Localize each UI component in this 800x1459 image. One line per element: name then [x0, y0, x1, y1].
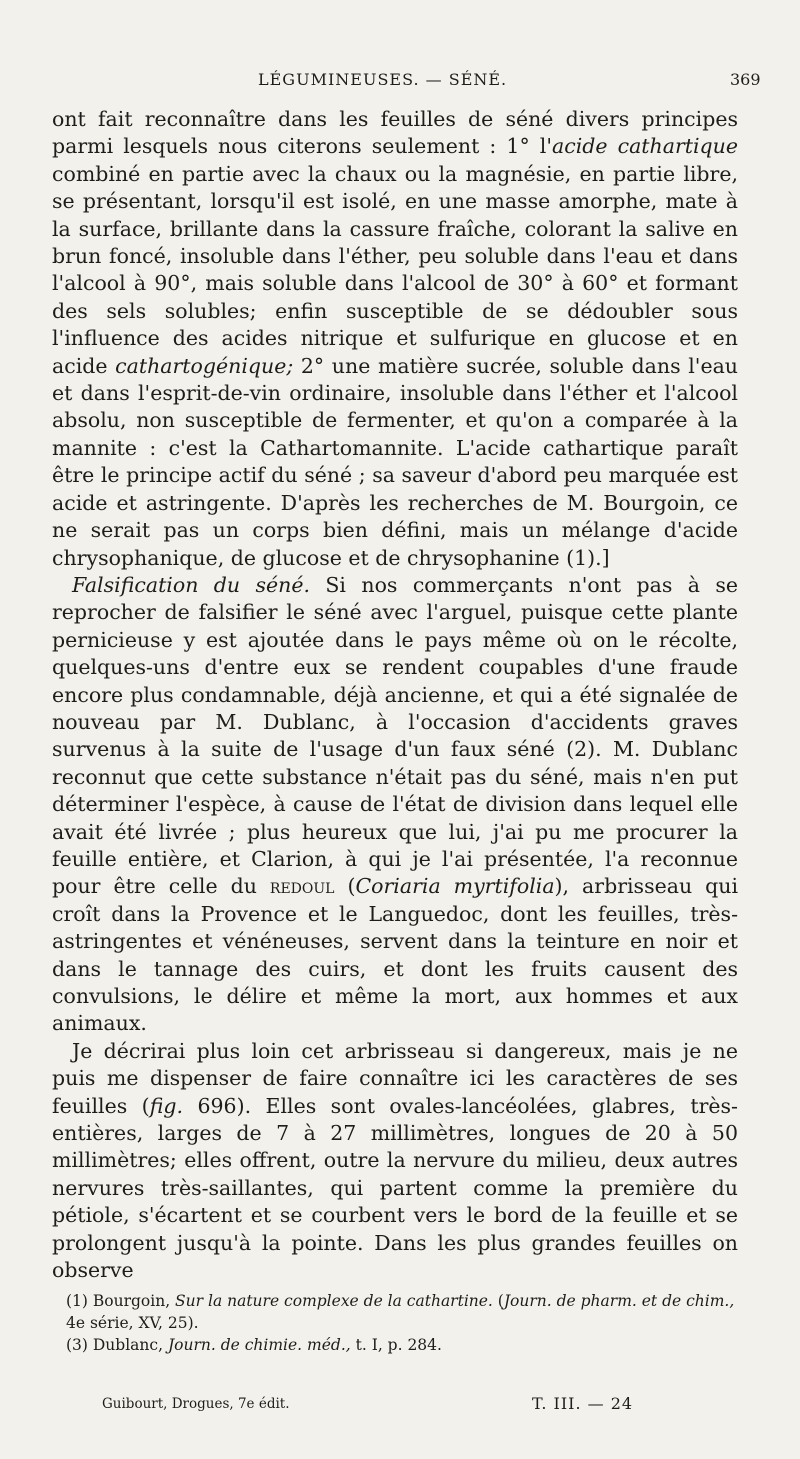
body-text: [52, 106, 738, 1284]
text-run: ont fait reconnaître dans les feuilles de séné divers principes parmi lesquels nous citerons seulement : 1° l': [52, 107, 738, 159]
text-run: Si nos commerçants n'ont pas à se reprocher de falsifier le séné avec l'arguel, puisque cette plante pernicieuse y est ajoutée dans le pays même où on le récolte, quelques-uns d'entre eux se rendent coupables d'une fraude encore plus condamnable, déjà ancienne, et qui a été signalée de nouveau par M. Dublanc, à l'occasion d'accidents graves survenus à la suite de l'usage d'un faux séné (2). M. Dublanc reconnut que cette substance n'était pas du séné, mais n'en put déterminer l'espèce, à cause de l'état de division dans lequel elle avait été livrée ; plus heureux que lui, j'ai pu me procurer la feuille entière, et Clarion, à qui je l'ai présentée, l'a reconnue pour être celle du: [52, 572, 739, 899]
text-run: (1) Bourgoin,: [66, 1292, 176, 1310]
italic-term: Coriaria myrtifolia: [355, 874, 555, 899]
text-run: (3) Dublanc,: [66, 1336, 168, 1354]
volume-signature: T. III. — 24: [532, 1394, 634, 1413]
text-run: ), arbrisseau qui croît dans la Provence et le Languedoc, dont les feuilles, très-astringentes et vénéneuses, servent dans la teinture en noir et dans le tannage des cuirs, et dont les fruits causent des convulsions, le délire et même la mort, aux hommes et aux animaux.: [52, 874, 739, 1036]
small-caps-term: redoul: [269, 874, 335, 899]
page-header: [0, 66, 800, 96]
text-run: 2° une matière sucrée, soluble dans l'eau et dans l'esprit-de-vin ordinaire, insoluble dans l'éther et l'alcool absolu, non susceptible de fermenter, et qu'on a comparée à la mannite : c'est la Cathartomannite. L'acide cathartique paraît être le principe actif du séné ; sa saveur d'abord peu marquée est acide et astringente. D'après les recherches de M. Bourgoin, ce ne serait pas un corps bien défini, mais un mélange d'acide chrysophanique, de glucose et de chrysophanine (1).]: [52, 353, 739, 570]
italic-term: Journ. de chimie. méd.,: [167, 1336, 351, 1354]
text-run: t. I, p. 284.: [350, 1336, 442, 1354]
footnote-1: [66, 1290, 738, 1334]
paragraph-2: [52, 572, 738, 1038]
running-title: LÉGUMINEUSES. — SÉNÉ.: [258, 70, 508, 89]
text-run: Je décrirai plus loin cet arbrisseau si dangereux, mais je ne puis me dispenser de faire connaître ici les caractères de ses feuilles (: [52, 1038, 738, 1118]
signature-line: Guibourt, Drogues, 7e édit.: [102, 1396, 290, 1412]
italic-term: fig.: [149, 1093, 183, 1118]
footnotes: [66, 1290, 738, 1356]
italic-term: Sur la nature complexe de la cathartine.: [175, 1292, 493, 1310]
italic-term: acide cathartique: [551, 134, 739, 159]
section-heading: Falsification du séné.: [72, 572, 310, 597]
text-run: 4e série, XV, 25).: [66, 1314, 199, 1332]
italic-term: Journ. de pharm. et de chim.,: [503, 1292, 735, 1310]
text-run: combiné en partie avec la chaux ou la magnésie, en partie libre, se présentant, lorsqu'il est isolé, en une masse amorphe, mate à la surface, brillante dans la cassure fraîche, colorant la salive en brun foncé, insoluble dans l'éther, peu soluble dans l'eau et dans l'alcool à 90°, mais soluble dans l'alcool de 30° à 60° et formant des sels solubles; enfin susceptible de se dédoubler sous l'influence des acides nitrique et sulfurique en glucose et en acide: [52, 161, 738, 378]
page-footer: [0, 1394, 800, 1418]
paragraph-3: [52, 1038, 738, 1285]
paragraph-1: [52, 106, 738, 572]
footnote-2: [66, 1334, 738, 1356]
italic-term: cathartogénique;: [115, 353, 294, 378]
page-number: 369: [730, 70, 761, 89]
text-run: (: [492, 1292, 504, 1310]
text-run: 696). Elles sont ovales-lancéolées, glabres, très-entières, larges de 7 à 27 millimètres, longues de 20 à 50 millimètres; elles offrent, outre la nervure du milieu, deux autres nervures très-saillantes, qui partent comme la première du pétiole, s'écartent et se courbent vers le bord de la feuille et se prolongent jusqu'à la pointe. Dans les plus grandes feuilles on observe: [52, 1093, 738, 1283]
text-run: (: [334, 874, 356, 899]
